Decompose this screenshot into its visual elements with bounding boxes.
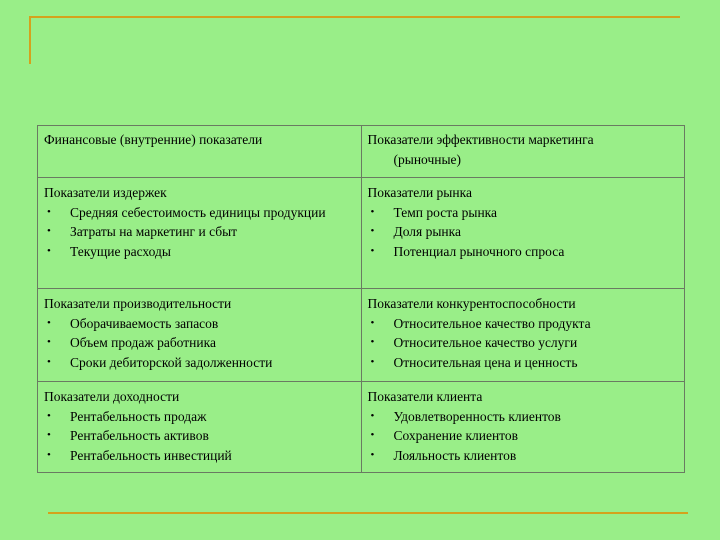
table-row-productivity-competitiveness <box>38 289 685 382</box>
bullet-icon: • <box>47 409 51 422</box>
bullet-icon: • <box>47 316 51 329</box>
cell-profitability <box>38 382 362 473</box>
list-item <box>368 222 679 242</box>
bullet-icon: • <box>370 316 375 329</box>
bullet-icon: • <box>370 225 375 237</box>
header-marketing-sublabel: (рыночные) <box>393 151 462 167</box>
bullet-list <box>44 203 355 262</box>
list-item <box>44 426 355 446</box>
list-item-text: Лояльность клиентов <box>393 447 517 463</box>
decorative-bottom-line <box>48 512 688 514</box>
list-item <box>44 407 355 427</box>
header-financial-label: Финансовые (внутренние) показатели <box>44 132 263 147</box>
bullet-icon: • <box>370 336 375 348</box>
list-item <box>368 426 679 446</box>
cell-market <box>361 178 685 289</box>
bullet-icon: • <box>370 409 375 422</box>
list-item <box>368 333 679 353</box>
bullet-icon: • <box>370 448 375 461</box>
list-item-text: Рентабельность продаж <box>70 408 207 424</box>
bullet-icon: • <box>370 355 375 368</box>
cell-title: Показатели рынка <box>367 185 472 200</box>
cell-title: Показатели доходности <box>44 389 180 404</box>
list-item-text: Объем продаж работника <box>70 335 216 350</box>
decorative-left-line <box>29 16 31 64</box>
cell-title: Показатели клиента <box>367 389 483 404</box>
bullet-icon: • <box>47 244 51 257</box>
list-item-text: Сохранение клиентов <box>393 428 519 443</box>
list-item-text: Текущие расходы <box>70 243 171 259</box>
bullet-list <box>44 407 355 466</box>
decorative-top-line <box>29 16 680 18</box>
cell-competitiveness <box>361 289 685 382</box>
list-item-text: Средняя себестоимость единицы продукции <box>70 204 326 220</box>
bullet-icon: • <box>47 448 51 461</box>
header-marketing-label: Показатели эффективности маркетинга <box>367 132 594 147</box>
cell-title: Показатели производительности <box>44 296 232 311</box>
cell-productivity <box>38 289 362 382</box>
list-item-text: Удовлетворенность клиентов <box>393 408 561 424</box>
bullet-icon: • <box>370 244 375 257</box>
list-item-text: Сроки дебиторской задолженности <box>70 354 273 370</box>
list-item-text: Темп роста рынка <box>393 204 498 220</box>
list-item <box>44 353 355 373</box>
list-item <box>368 407 679 427</box>
list-item-text: Рентабельность активов <box>70 428 209 443</box>
table-header-row <box>38 126 685 178</box>
cell-costs <box>38 178 362 289</box>
bullet-icon: • <box>47 225 51 237</box>
list-item <box>44 203 355 223</box>
list-item-text: Доля рынка <box>393 224 461 239</box>
header-financial <box>38 126 362 178</box>
list-item-text: Относительное качество услуги <box>393 335 578 350</box>
list-item <box>44 446 355 466</box>
table-row-profitability-client <box>38 382 685 473</box>
bullet-icon: • <box>47 205 51 218</box>
bullet-list <box>368 314 679 373</box>
list-item-text: Потенциал рыночного спроса <box>393 243 565 259</box>
list-item-text: Относительная цена и ценность <box>393 354 578 370</box>
list-item <box>44 242 355 262</box>
table-row-costs-market <box>38 178 685 289</box>
cell-title: Показатели конкурентоспособности <box>367 296 576 311</box>
list-item <box>44 222 355 242</box>
bullet-list <box>44 314 355 373</box>
list-item <box>368 242 679 262</box>
header-marketing <box>361 126 685 178</box>
list-item <box>44 314 355 334</box>
list-item-text: Относительное качество продукта <box>393 315 591 331</box>
bullet-icon: • <box>47 355 51 368</box>
bullet-icon: • <box>47 429 51 441</box>
list-item-text: Затраты на маркетинг и сбыт <box>70 224 238 239</box>
bullet-icon: • <box>370 429 375 441</box>
list-item-text: Оборачиваемость запасов <box>70 315 219 331</box>
bullet-list <box>368 407 679 466</box>
list-item <box>44 333 355 353</box>
list-item <box>368 314 679 334</box>
list-item-text: Рентабельность инвестиций <box>70 447 232 463</box>
bullet-icon: • <box>370 205 375 218</box>
cell-client <box>361 382 685 473</box>
indicators-table <box>37 125 685 473</box>
cell-title: Показатели издержек <box>44 185 167 200</box>
list-item <box>368 203 679 223</box>
list-item <box>368 446 679 466</box>
bullet-icon: • <box>47 336 51 348</box>
list-item <box>368 353 679 373</box>
bullet-list <box>368 203 679 262</box>
